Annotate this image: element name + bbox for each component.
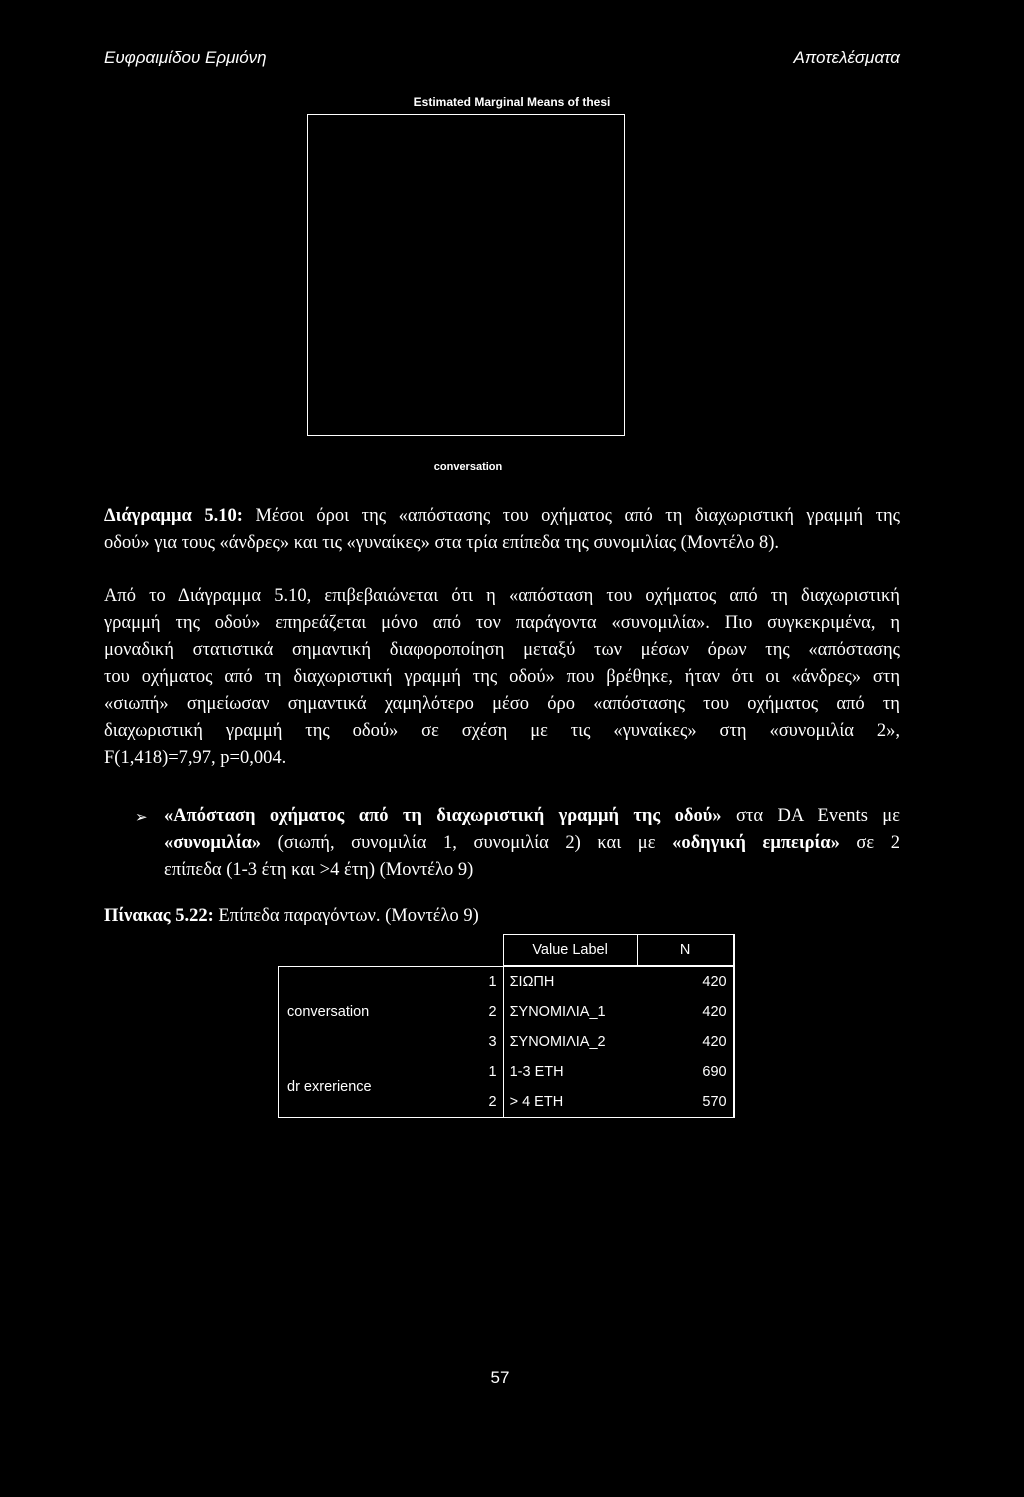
bullet-line-3: επίπεδα (1-3 έτη και >4 έτη) (Μοντέλο 9) <box>164 860 474 880</box>
figure-caption-line-2: οδού» για τους «άνδρες» και τις «γυναίκες» στα τρία επίπεδα της συνομιλίας (Μοντέλο 8). <box>104 533 779 553</box>
factor-levels-table <box>278 934 735 1118</box>
level-code: 1 <box>488 973 497 990</box>
level-code: 1 <box>488 1064 497 1080</box>
figure-caption-line-1: Διάγραμμα 5.10: Μέσοι όροι της «απόστασης του οχήματος από τη διαχωριστική γραμμή της <box>104 506 901 526</box>
page-number: 57 <box>490 1368 510 1387</box>
table-caption: Πίνακας 5.22: Επίπεδα παραγόντων. (Μοντέλο 9) <box>104 906 479 926</box>
bullet-line-2: «συνομιλία» (σιωπή, συνομιλία 1, συνομιλία 2) και με «οδηγική εμπειρία» σε 2 <box>164 833 900 853</box>
level-label: ΣΥΝΟΜΙΛΙΑ_1 <box>503 997 637 1027</box>
level-label: ΣΥΝΟΜΙΛΙΑ_2 <box>503 1027 637 1057</box>
table-row <box>279 1027 734 1057</box>
header-author: Ευφραιμίδου Ερμιόνη <box>104 48 267 67</box>
figure-caption-label: Διάγραμμα 5.10: <box>104 506 243 526</box>
level-n: 420 <box>637 1027 734 1057</box>
body-line: του οχήματος από τη διαχωριστική γραμμή της οδού» που βρέθηκε, ήταν ότι οι «άνδρες» στη <box>104 667 900 687</box>
bullet-arrow-icon: ➢ <box>135 808 148 826</box>
level-code: 3 <box>488 1034 497 1050</box>
level-n: 420 <box>637 966 734 997</box>
chart-x-axis-label: conversation <box>433 461 503 473</box>
table-row <box>279 966 734 997</box>
table-row <box>279 997 734 1027</box>
body-line: διαχωριστική γραμμή της οδού» σε σχέση με τις «γυναίκες» στη «συνομιλία 2», <box>104 721 900 741</box>
bullet-line-1: «Απόσταση οχήματος από τη διαχωριστική γραμμή της οδού» στα DA Events με <box>164 806 900 826</box>
level-label: 1-3 ΕΤΗ <box>503 1057 637 1087</box>
level-label: ΣΙΩΠΗ <box>503 966 637 997</box>
body-line: F(1,418)=7,97, p=0,004. <box>104 748 287 768</box>
body-line: Από το Διάγραμμα 5.10, επιβεβαιώνεται ότι η «απόσταση του οχήματος από τη διαχωριστική <box>104 586 900 606</box>
level-label: > 4 ΕΤΗ <box>503 1087 637 1118</box>
level-code: 2 <box>488 1004 497 1020</box>
body-line: μοναδική στατιστικά σημαντική διαφοροποίηση μεταξύ των μέσων όρων της «απόστασης <box>104 640 900 660</box>
factor-name: dr exrerience <box>279 1057 489 1118</box>
level-n: 420 <box>637 997 734 1027</box>
body-line: «σιωπή» σημείωσαν σημαντικά χαμηλότερο μέσο όρο «απόστασης του οχήματος από τη <box>104 694 900 714</box>
factor-name: conversation <box>279 997 489 1027</box>
header-value-label: Value Label <box>503 935 637 967</box>
table-row <box>279 1057 734 1087</box>
body-line: γραμμή της οδού» επηρεάζεται μόνο από τον παράγοντα «συνομιλία». Πιο συγκεκριμένα, η <box>104 613 900 633</box>
level-n: 690 <box>637 1057 734 1087</box>
table-header-row <box>279 935 734 967</box>
header-section: Αποτελέσματα <box>793 48 900 67</box>
chart-plot-area <box>307 114 625 436</box>
level-code: 2 <box>489 1087 504 1118</box>
header-n: N <box>637 935 734 967</box>
level-n: 570 <box>637 1087 734 1118</box>
chart-title: Estimated Marginal Means of thesi <box>413 95 611 109</box>
